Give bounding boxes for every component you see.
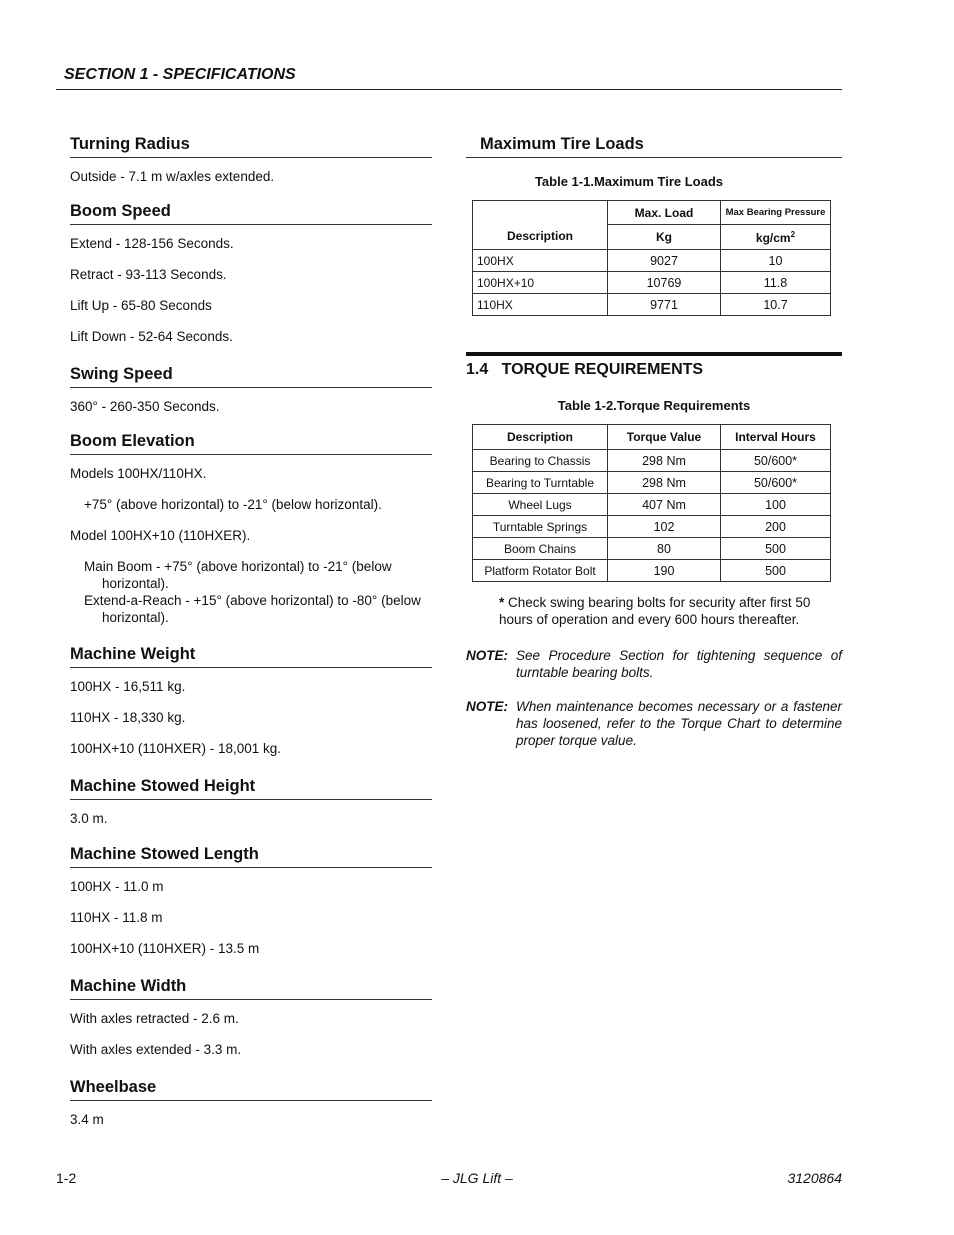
- left-column: [70, 135, 432, 1128]
- boom-elevation-models: Models 100HX/110HX.: [70, 466, 207, 481]
- table-row: [473, 250, 831, 272]
- tire-loads-heading: Maximum Tire Loads: [466, 135, 842, 158]
- unit-pressure-sup: 2: [790, 229, 796, 239]
- tire-desc-cell: 100HX+10: [473, 272, 608, 294]
- torque-interval-cell: 50/600*: [721, 450, 831, 472]
- torque-value-cell: 80: [608, 538, 721, 560]
- table-row: [473, 516, 831, 538]
- machine-width-heading: Machine Width: [70, 977, 432, 1000]
- boom-speed-line: Retract - 93-113 Seconds.: [70, 267, 227, 282]
- stowed-length-line: 100HX - 11.0 m: [70, 879, 164, 894]
- torque-caption: Table 1-2.Torque Requirements: [557, 398, 751, 413]
- torque-value-cell: 102: [608, 516, 721, 538]
- torque-value-cell: 298 Nm: [608, 472, 721, 494]
- machine-width-line: With axles extended - 3.3 m.: [70, 1042, 242, 1057]
- turning-radius-line: Outside - 7.1 m w/axles extended.: [70, 169, 275, 184]
- torque-footnote: [466, 594, 842, 628]
- stowed-length-heading: Machine Stowed Length: [70, 845, 432, 868]
- boom-speed-heading: Boom Speed: [70, 202, 432, 225]
- stowed-height-heading: Machine Stowed Height: [70, 777, 432, 800]
- tire-load-cell: 10769: [608, 272, 721, 294]
- footer-brand: – JLG Lift –: [441, 1170, 513, 1186]
- section-header: SECTION 1 - SPECIFICATIONS: [64, 66, 296, 83]
- note-text: When maintenance becomes necessary or a fastener has loosened, refer to the Torque Chart to determine proper torque value.: [516, 699, 842, 748]
- torque-desc-cell: Platform Rotator Bolt: [473, 560, 608, 582]
- note-2: [466, 698, 842, 749]
- col-header-description: Description: [473, 201, 608, 250]
- page-number: 1-2: [56, 1170, 77, 1186]
- tire-loads-caption: Table 1-1.Maximum Tire Loads: [534, 174, 724, 189]
- wheelbase-line: 3.4 m: [70, 1112, 104, 1127]
- boom-speed-line: Lift Down - 52-64 Seconds.: [70, 329, 233, 344]
- torque-value-cell: 298 Nm: [608, 450, 721, 472]
- table-row: [473, 450, 831, 472]
- tire-loads-table: [472, 200, 831, 316]
- header-rule: [56, 89, 842, 90]
- torque-section: [466, 352, 842, 749]
- tire-load-cell: 9771: [608, 294, 721, 316]
- boom-speed-line: Extend - 128-156 Seconds.: [70, 236, 234, 251]
- wheelbase-heading: Wheelbase: [70, 1078, 432, 1101]
- right-column: [466, 135, 842, 316]
- machine-weight-line: 110HX - 18,330 kg.: [70, 710, 186, 725]
- tire-pressure-cell: 10: [721, 250, 831, 272]
- col-header-description: Description: [473, 425, 608, 450]
- stowed-length-line: 110HX - 11.8 m: [70, 910, 163, 925]
- machine-width-line: With axles retracted - 2.6 m.: [70, 1011, 239, 1026]
- col-header-max-load: Max. Load: [608, 201, 721, 225]
- tire-pressure-cell: 10.7: [721, 294, 831, 316]
- note-text: See Procedure Section for tightening sequence of turntable bearing bolts.: [516, 648, 842, 680]
- torque-interval-cell: 500: [721, 538, 831, 560]
- note-1: [466, 647, 842, 681]
- boom-speed-block: [70, 202, 432, 345]
- stowed-length-block: [70, 845, 432, 957]
- col-header-interval-hours: Interval Hours: [721, 425, 831, 450]
- torque-table: [472, 424, 831, 582]
- table-row: [473, 560, 831, 582]
- torque-interval-cell: 50/600*: [721, 472, 831, 494]
- col-header-torque-value: Torque Value: [608, 425, 721, 450]
- boom-elevation-models-range: +75° (above horizontal) to -21° (below horizontal).: [84, 497, 382, 512]
- swing-speed-heading: Swing Speed: [70, 365, 432, 388]
- boom-elevation-extend-reach: Extend-a-Reach - +15° (above horizontal) to -80° (below horizontal).: [84, 593, 421, 625]
- footnote-text: Check swing bearing bolts for security after first 50 hours of operation and every 600 hours thereafter.: [499, 595, 811, 627]
- boom-elevation-block: [70, 432, 432, 626]
- tire-desc-cell: 100HX: [473, 250, 608, 272]
- tire-pressure-cell: 11.8: [721, 272, 831, 294]
- unit-pressure: [721, 225, 831, 250]
- torque-desc-cell: Bearing to Chassis: [473, 450, 608, 472]
- table-header-row: [473, 425, 831, 450]
- machine-weight-block: [70, 645, 432, 757]
- machine-weight-line: 100HX - 16,511 kg.: [70, 679, 186, 694]
- col-header-bearing-pressure: Max Bearing Pressure: [721, 201, 831, 225]
- machine-weight-heading: Machine Weight: [70, 645, 432, 668]
- torque-section-number: 1.4: [466, 361, 489, 378]
- unit-pressure-text: kg/cm: [755, 230, 791, 245]
- table-row: [473, 472, 831, 494]
- swing-speed-block: [70, 365, 432, 415]
- table-row: [473, 272, 831, 294]
- tire-load-cell: 9027: [608, 250, 721, 272]
- torque-interval-cell: 500: [721, 560, 831, 582]
- turning-radius-block: [70, 135, 432, 185]
- stowed-height-block: [70, 777, 432, 827]
- swing-speed-line: 360° - 260-350 Seconds.: [70, 399, 220, 414]
- wheelbase-block: [70, 1078, 432, 1128]
- tire-desc-cell: 110HX: [473, 294, 608, 316]
- torque-interval-cell: 100: [721, 494, 831, 516]
- torque-value-cell: 407 Nm: [608, 494, 721, 516]
- torque-desc-cell: Turntable Springs: [473, 516, 608, 538]
- torque-heading: [466, 361, 842, 379]
- machine-width-block: [70, 977, 432, 1058]
- boom-elevation-main-boom: Main Boom - +75° (above horizontal) to -21° (below horizontal).: [84, 559, 392, 591]
- turning-radius-heading: Turning Radius: [70, 135, 432, 158]
- boom-elevation-model: Model 100HX+10 (110HXER).: [70, 528, 251, 543]
- torque-desc-cell: Bearing to Turntable: [473, 472, 608, 494]
- torque-desc-cell: Boom Chains: [473, 538, 608, 560]
- table-row: [473, 494, 831, 516]
- doc-number: 3120864: [787, 1170, 842, 1186]
- torque-desc-cell: Wheel Lugs: [473, 494, 608, 516]
- stowed-height-line: 3.0 m.: [70, 811, 108, 826]
- table-header-row: [473, 201, 831, 225]
- boom-speed-line: Lift Up - 65-80 Seconds: [70, 298, 212, 313]
- unit-load: Kg: [608, 225, 721, 250]
- torque-interval-cell: 200: [721, 516, 831, 538]
- machine-weight-line: 100HX+10 (110HXER) - 18,001 kg.: [70, 741, 281, 756]
- footnote-star: *: [499, 595, 505, 610]
- table-row: [473, 538, 831, 560]
- note-label: NOTE:: [466, 699, 508, 714]
- boom-elevation-heading: Boom Elevation: [70, 432, 432, 455]
- note-label: NOTE:: [466, 648, 508, 663]
- stowed-length-line: 100HX+10 (110HXER) - 13.5 m: [70, 941, 260, 956]
- torque-section-title: TORQUE REQUIREMENTS: [501, 361, 704, 378]
- torque-value-cell: 190: [608, 560, 721, 582]
- table-row: [473, 294, 831, 316]
